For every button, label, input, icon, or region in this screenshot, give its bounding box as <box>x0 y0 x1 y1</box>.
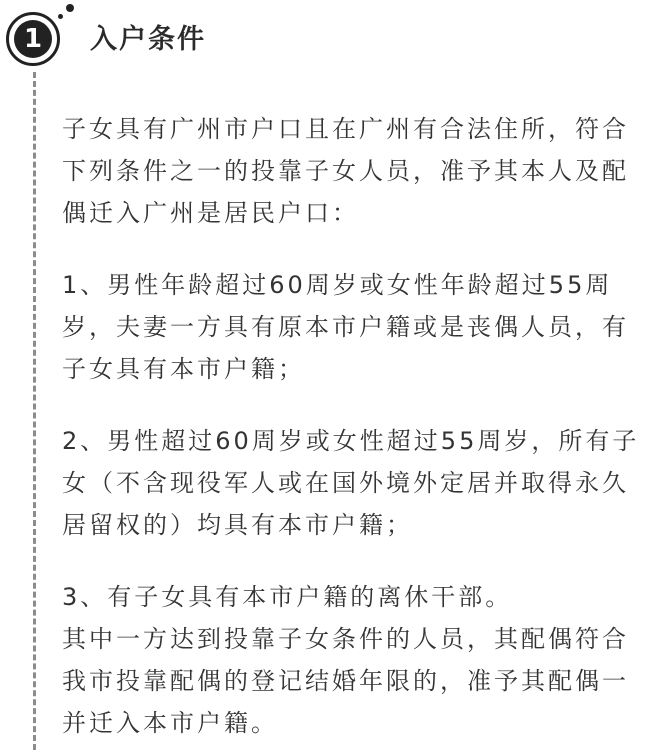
section-number-badge <box>6 12 60 66</box>
text-line: 1、男性年龄超过60周岁或女性年龄超过55周 <box>62 271 613 299</box>
text-line: 3、有子女具有本市户籍的离休干部。 <box>62 583 513 611</box>
section-number: 1 <box>14 20 52 58</box>
text-line: 子女具有广州市户口且在广州有合法住所，符合 <box>62 115 629 143</box>
section-title: 入户条件 <box>90 24 206 55</box>
text-line: 岁，夫妻一方具有原本市户籍或是丧偶人员，有 <box>62 313 629 341</box>
decor-dot <box>66 4 74 12</box>
text-line: 居留权的）均具有本市户籍； <box>62 511 413 539</box>
text-line: 2、男性超过60周岁或女性超过55周岁，所有子 <box>62 427 640 455</box>
text-line: 其中一方达到投靠子女条件的人员，其配偶符合 <box>62 625 629 653</box>
text-line: 并迁入本市户籍。 <box>62 709 278 737</box>
paragraph-intro <box>62 108 642 234</box>
paragraph-condition-1 <box>62 264 642 390</box>
text-line: 下列条件之一的投靠子女人员，准予其本人及配 <box>62 157 629 185</box>
content-body <box>62 108 642 744</box>
text-line: 偶迁入广州是居民户口： <box>62 199 359 227</box>
paragraph-condition-2 <box>62 420 642 546</box>
text-line: 女（不含现役军人或在国外境外定居并取得永久 <box>62 469 629 497</box>
decor-dot-small <box>58 14 63 19</box>
dashed-timeline-rail <box>33 72 36 750</box>
paragraph-condition-3 <box>62 576 642 744</box>
text-line: 子女具有本市户籍； <box>62 355 305 383</box>
text-line: 我市投靠配偶的登记结婚年限的，准予其配偶一 <box>62 667 629 695</box>
